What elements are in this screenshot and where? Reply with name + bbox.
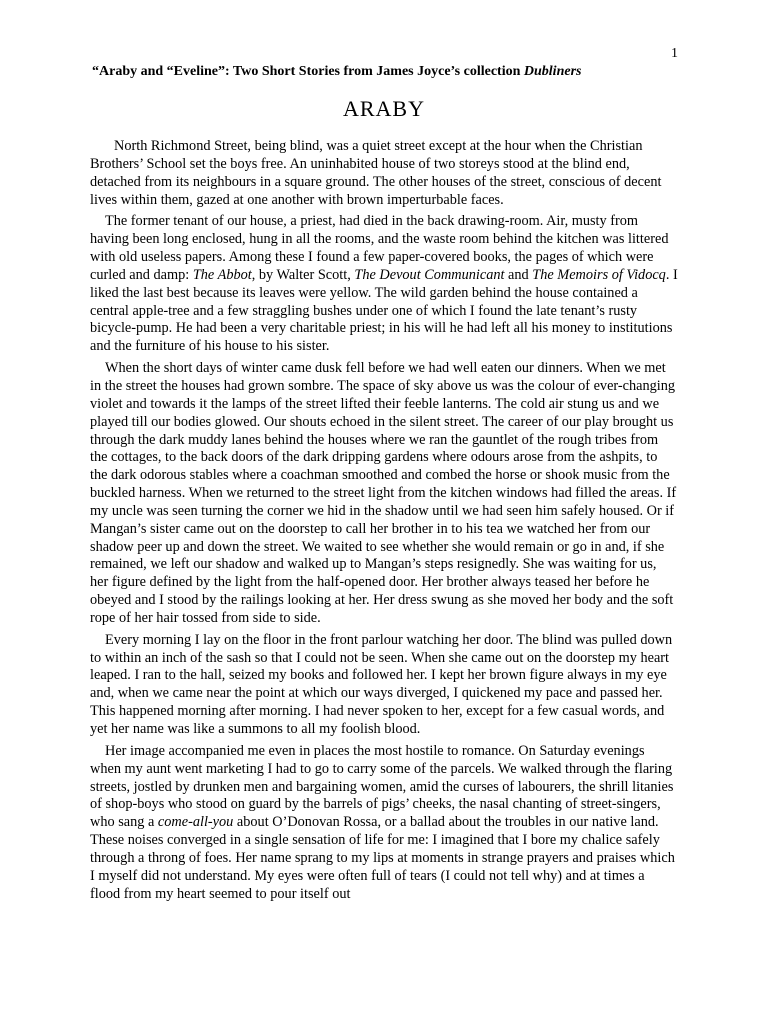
italic-title-text: The Devout Communicant — [354, 266, 505, 283]
paragraph-text: about O’Donovan Rossa, or a ballad about the troubles in our native land. These noises converged in a single sensation of life for me: I imagined that I bore my chalice safely through a throng of foes. Her name sprang to my lips at moments in strange prayers and praises which I myself did not understand. My eyes were often full of tears (I could not tell why) and at times a flood from my heart seemed to pour itself out — [90, 814, 675, 902]
paragraph-text: and — [504, 266, 533, 283]
story-paragraph — [90, 360, 678, 628]
paragraph-text: North Richmond Street, being blind, was a quiet street except at the hour when the Christian Brothers’ School set the boys free. An uninhabited house of two storeys stood at the blind end, detached from its neighbours in a square ground. The other houses of the street, conscious of decent lives within them, gazed at one another with brown imperturbable faces. — [90, 138, 662, 208]
paragraph-text: Every morning I lay on the floor in the front parlour watching her door. The blind was pulled down to within an inch of the sash so that I could not be seen. When she came out on the doorstep my heart leaped. I ran to the hall, seized my books and followed her. I kept her brown figure always in my eye and, when we came near the point at which our ways diverged, I quickened my pace and passed her. This happened morning after morning. I had never spoken to her, except for a few casual words, and yet her name was like a summons to all my foolish blood. — [90, 631, 673, 737]
paragraph-text: . I liked the last best because its leaves were yellow. The wild garden behind the house contained a central apple-tree and a few straggling bushes under one of which I found the late tenant’s rusty bicycle-pump. He had been a very charitable priest; in his will he had left all his money to institutions and the furniture of his house to his sister. — [90, 266, 678, 355]
story-paragraph — [90, 632, 678, 739]
paragraph-text: When the short days of winter came dusk fell before we had well eaten our dinners. When we met in the street the houses had grown sombre. The space of sky above us was the colour of ever-changing violet and towards it the lamps of the street lifted their feeble lanterns. The cold air stung us and we played till our bodies glowed. Our shouts echoed in the silent street. The career of our play brought us through the dark muddy lanes behind the houses where we ran the gauntlet of the rough tribes from the cottages, to the back doors of the dark dripping gardens where odours arose from the ashpits, to the dark odorous stables where a coachman smoothed and combed the horse or shook music from the buckled harness. When we returned to the street light from the kitchen windows had filled the areas. If my uncle was seen turning the corner we hid in the shadow until we had seen him safely housed. Or if Mangan’s sister came out on the doorstep to call her brother in to his tea we watched her from our shadow peer up and down the street. We waited to see whether she would remain or go in and, if she remained, we left our shadow and walked up to Mangan’s steps resignedly. She was waiting for us, her figure defined by the light from the half-opened door. Her brother always teased her before he obeyed and I stood by the railings looking at her. Her dress swung as she moved her body and the soft rope of her hair tossed from side to side. — [90, 360, 677, 626]
paragraph-text: , by Walter Scott, — [251, 266, 355, 283]
story-paragraph — [90, 213, 678, 356]
header-collection-title: Dubliners — [523, 64, 582, 79]
page-number: 1 — [671, 46, 678, 61]
header-text: “Araby and “Eveline”: Two Short Stories from James Joyce’s collection — [92, 64, 524, 79]
paragraph-text: The former tenant of our house, a priest, had died in the back drawing-room. Air, musty from having been long enclosed, hung in all the rooms, and the waste room behind the kitchen was littered with old useless papers. Among these I found a few paper-covered books, the pages of which were curled and damp: — [90, 213, 669, 283]
story-title: ARABY — [342, 96, 425, 121]
document-header — [92, 64, 692, 80]
story-paragraph — [90, 743, 678, 904]
story-body — [90, 138, 678, 907]
story-paragraph — [90, 138, 678, 209]
italic-title-text: The Abbot — [192, 266, 252, 283]
italic-title-text: come-all-you — [157, 814, 234, 831]
paragraph-text: Her image accompanied me even in places the most hostile to romance. On Saturday evenings when my aunt went marketing I had to go to carry some of the parcels. We walked through the flaring streets, jostled by drunken men and bargaining women, amid the curses of labourers, the shrill litanies of shop-boys who stood on guard by the barrels of pigs’ cheeks, the nasal chanting of street-singers, who sang a — [90, 742, 674, 831]
italic-title-text: The Memoirs of Vidocq — [532, 266, 666, 283]
